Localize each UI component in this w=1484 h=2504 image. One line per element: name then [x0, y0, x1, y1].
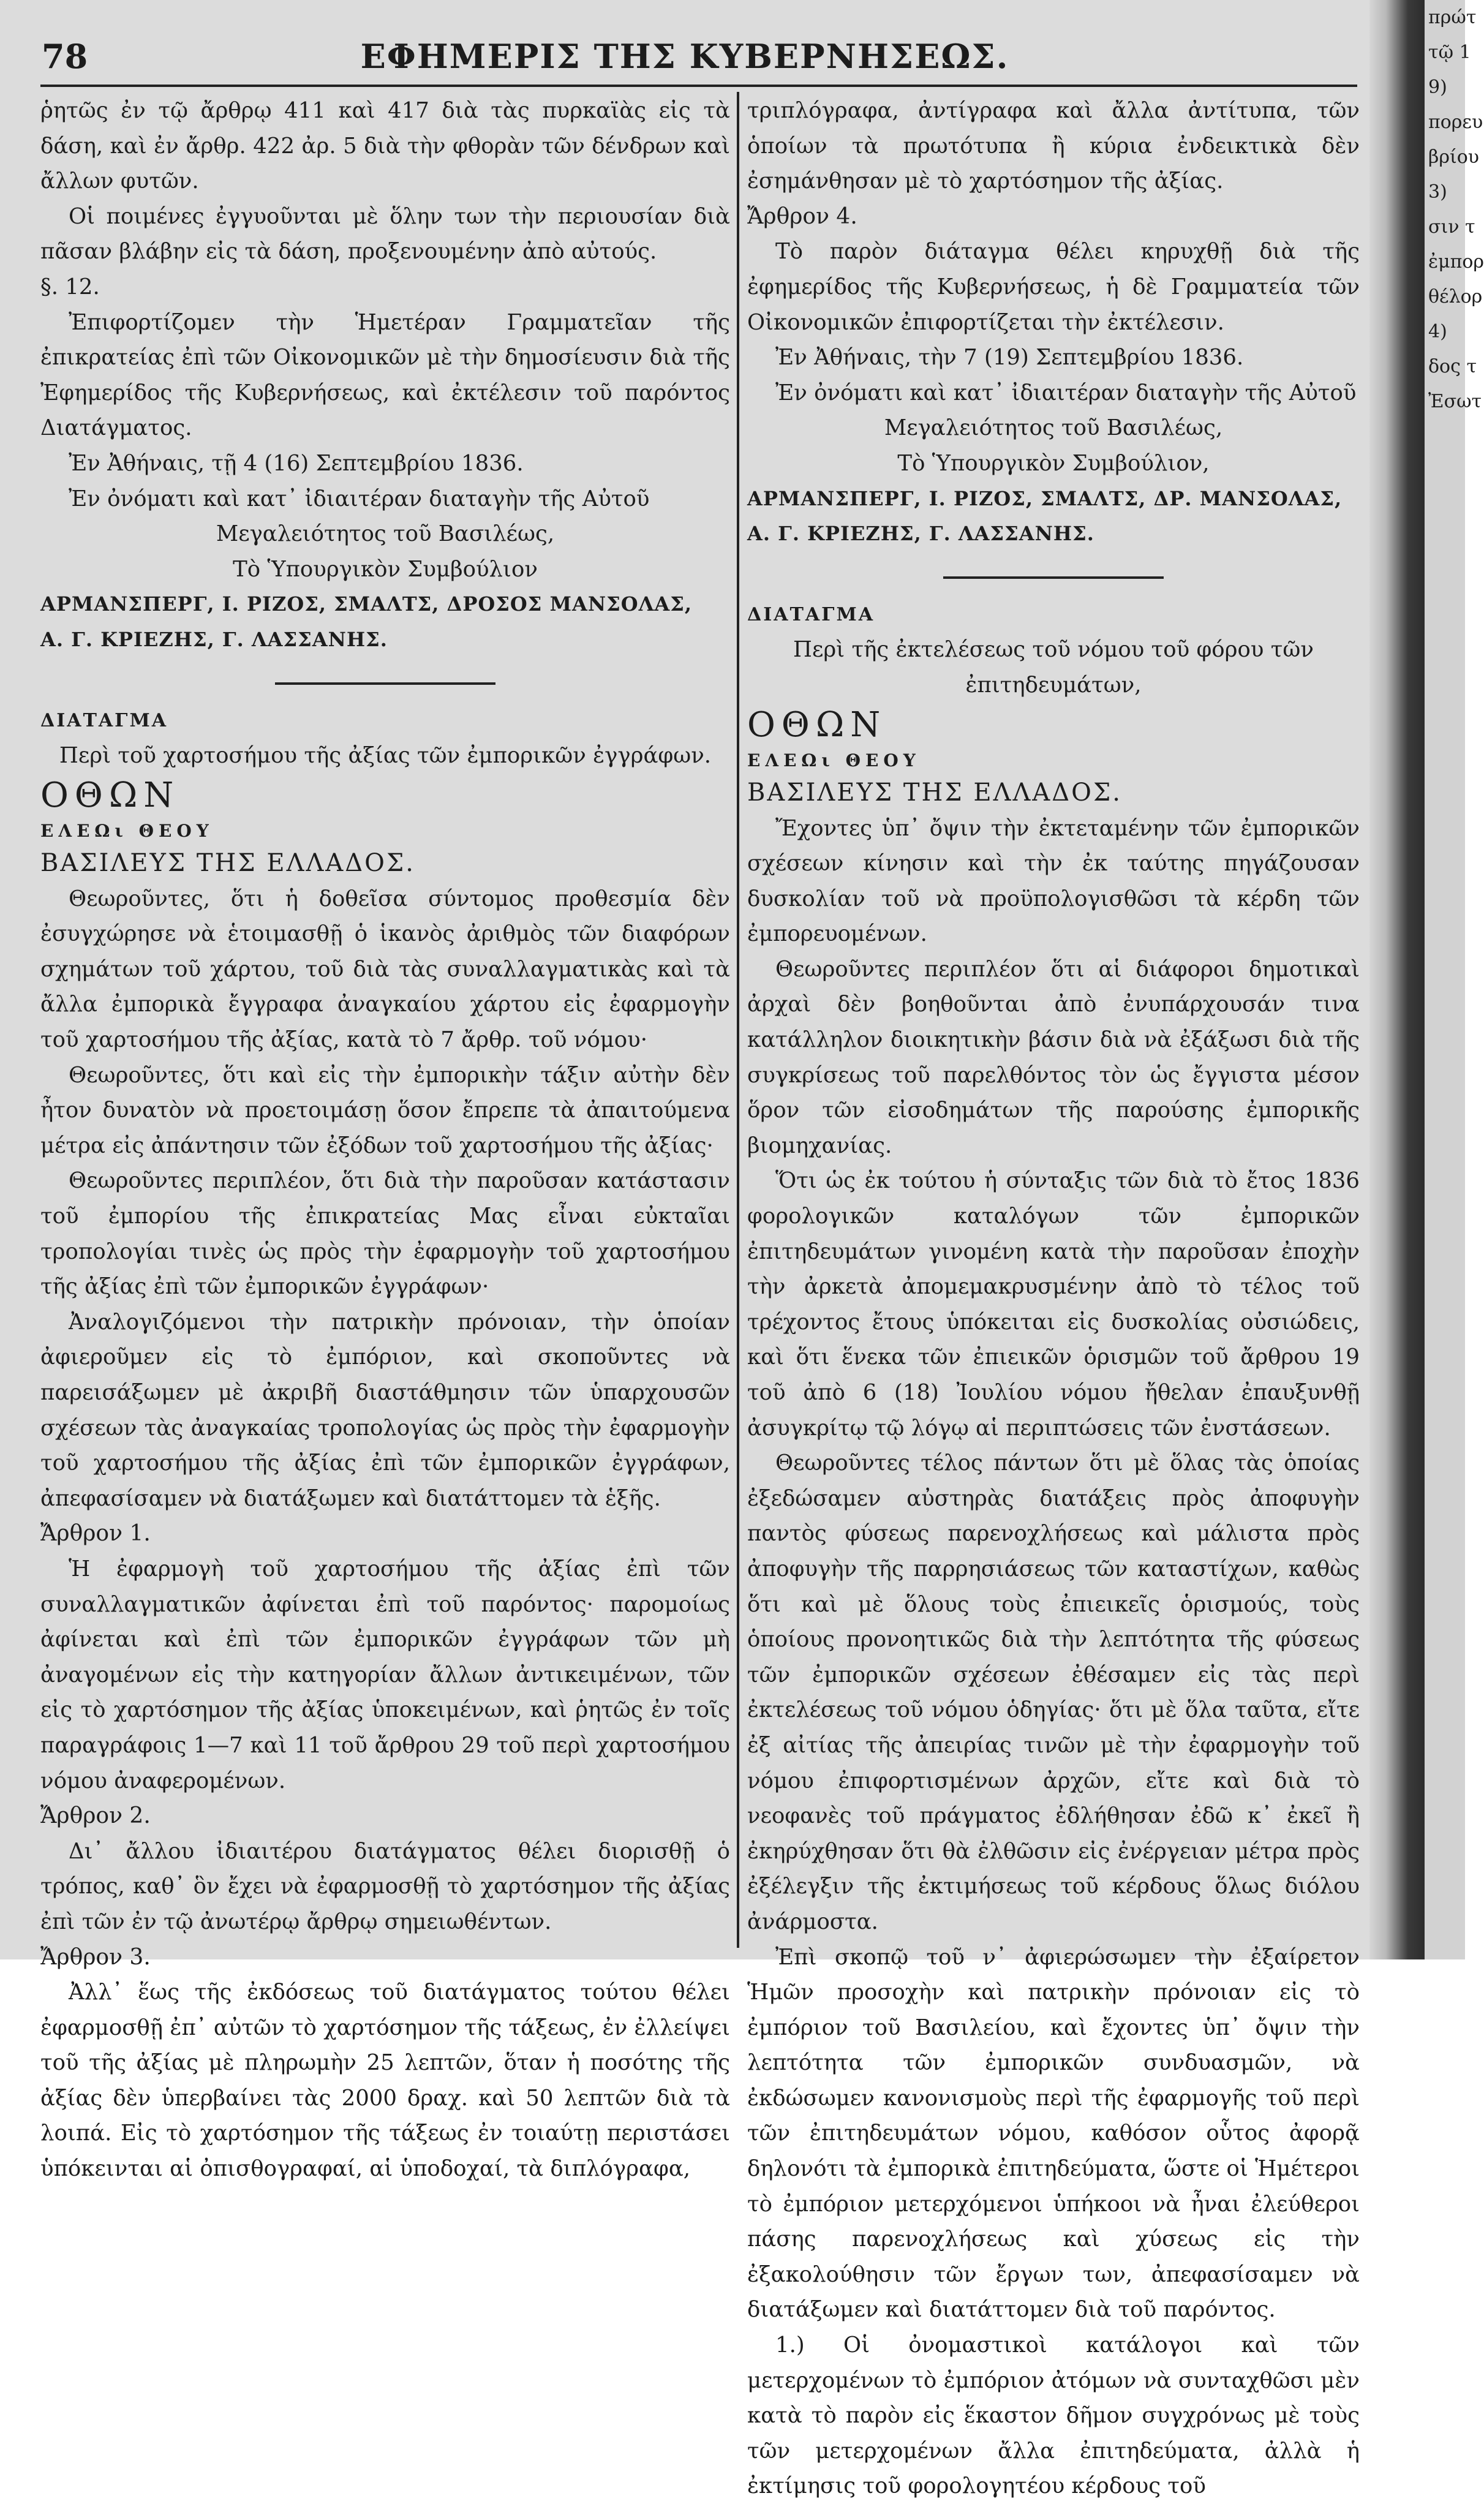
- next-page-fragment: δος τ: [1428, 356, 1477, 377]
- article-heading: Ἄρθρον 3.: [40, 1944, 151, 1970]
- paragraph: Θεωροῦντες, ὅτι καὶ εἰς τὴν ἐμπορικὴν τάξιν αὐτὴν δὲν ἦτον δυνατὸν νὰ προετοιμάσῃ ὅσον ἔπρεπε τὰ ἀπαιτούμενα μέτρα εἰς ἀπάντησιν τῶν ἐξόδων τοῦ χαρτοσήμου τῆς ἀξίας·: [40, 1062, 730, 1158]
- royal-title: ΒΑΣΙΛΕΥΣ ΤΗΣ ΕΛΛΑΔΟΣ.: [747, 778, 1122, 807]
- paragraph: Ἐπὶ σκοπῷ τοῦ ν᾽ ἀφιερώσωμεν τὴν ἐξαίρετον Ἡμῶν προσοχὴν καὶ πατρικὴν πρόνοιαν εἰς τὸ ἐμπόριον τοῦ Βασιλείου, καὶ ἔχοντες ὑπ᾽ ὄψιν τὴν λεπτότητα τῶν ἐμπορικῶν συνδυασμῶν, νὰ ἐκδώσωμεν κανονισμοὺς περὶ τῆς ἐφαρμογῆς τοῦ περὶ τῶν ἐπιτηδευμάτων νόμου, καθόσον οὗτος ἀφορᾷ δηλονότι τὰ ἐμπορικὰ ἐπιτηδεύματα, ὥστε οἱ Ἡμέτεροι τὸ ἐμπόριον μετερχόμενοι ὑπήκοοι νὰ ἦναι ἐλεύθεροι πάσης παρενοχλήσεως καὶ χύσεως εἰς τὴν ἐξακολούθησιν τῶν ἔργων των, ἀπεφασίσαμεν νὰ διατάξωμεν καὶ διατάττομεν διὰ τοῦ παρόντος.: [747, 1944, 1360, 2323]
- next-page-edge: [1425, 0, 1484, 1959]
- book-gutter: [1369, 0, 1425, 1959]
- signatories: Α. Γ. ΚΡΙΕΖΗΣ, Γ. ΛΑΣΣΑΝΗΣ.: [747, 522, 1094, 546]
- masthead: ΕΦΗΜΕΡΙΣ ΤΗΣ ΚΥΒΕΡΝΗΣΕΩΣ.: [360, 37, 1009, 76]
- right-column: [747, 93, 1360, 2499]
- date-line: Ἐν Ἀθήναις, τὴν 7 (19) Σεπτεμβρίου 1836.: [775, 345, 1244, 371]
- separator-rule: [275, 682, 495, 685]
- next-page-fragment: πρώτ: [1428, 7, 1477, 28]
- signatories: ΑΡΜΑΝΣΠΕΡΓ, Ι. ΡΙΖΟΣ, ΣΜΑΛΤΣ, ΔΡΟΣΟΣ ΜΑΝΣΟΛΑΣ,: [40, 592, 692, 616]
- next-page-fragment: Ἐσωτ: [1428, 391, 1482, 412]
- left-column: [40, 93, 730, 2182]
- date-line: Ἐν Ἀθήναις, τῇ 4 (16) Σεπτεμβρίου 1836.: [69, 450, 524, 476]
- authority-line: Ἐν ὀνόματι καὶ κατ᾽ ἰδιαιτέραν διαταγὴν τῆς Αὐτοῦ: [69, 486, 650, 511]
- article-heading: Ἄρθρον 4.: [747, 203, 857, 229]
- paragraph: Ἡ ἐφαρμογὴ τοῦ χαρτοσήμου τῆς ἀξίας ἐπὶ τῶν συναλλαγματικῶν ἀφίνεται ἐπὶ τοῦ παρόντος· παρομοίως ἀφίνεται καὶ ἐπὶ τῶν ἐμπορικῶν ἐγγράφων τῶν μὴ ἀναγομένων εἰς τὴν κατηγορίαν ἄλλων ἀντικειμένων, τῶν εἰς τὸ χαρτόσημον τῆς ἀξίας ὑποκειμένων, καὶ ῥητῶς ἐν τοῖς παραγράφοις 1—7 καὶ 11 τοῦ ἄρθρου 29 τοῦ περὶ χαρτοσήμου νόμου ἀναφερομένων.: [40, 1556, 730, 1793]
- paragraph: 1.) Οἱ ὀνομαστικοὶ κατάλογοι καὶ τῶν μετερχομένων τὸ ἐμπόριον ἀτόμων νὰ συνταχθῶσι μὲν κατὰ τὸ παρὸν εἰς ἕκαστον δῆμον συγχρόνως μὲ τοὺς τῶν μετερχομένων ἄλλα ἐπιτηδεύματα, ἀλλὰ ἡ ἐκτίμησις τοῦ φορολογητέου κέρδους τοῦ: [747, 2332, 1360, 2499]
- separator-rule: [943, 576, 1164, 579]
- section-heading: §. 12.: [40, 274, 100, 300]
- authority-line: Μεγαλειότητος τοῦ Βασιλέως,: [884, 415, 1223, 441]
- king-name: ΟΘΩΝ: [747, 704, 887, 745]
- paragraph: Θεωροῦντες περιπλέον ὅτι αἱ διάφοροι δημοτικαὶ ἀρχαὶ δὲν βοηθοῦνται ἀπὸ ἐνυπάρχουσάν τινα κατάλληλον διοικητικὴν βάσιν διὰ νὰ ἐξάξωσι διὰ τῆς συγκρίσεως τοῦ παρελθόντος τὸν ὡς ἔγγιστα μέσον ὅρον τῶν εἰσοδημάτων τῆς παρούσης ἐμπορικῆς βιομηχανίας.: [747, 956, 1360, 1158]
- paragraph: Οἱ ποιμένες ἐγγυοῦνται μὲ ὅλην των τὴν περιουσίαν διὰ πᾶσαν βλάβην εἰς τὰ δάση, προξενουμένην ἀπὸ αὐτούς.: [40, 203, 730, 265]
- next-page-fragment: 3): [1428, 181, 1447, 203]
- paragraph: Τὸ παρὸν διάταγμα θέλει κηρυχθῇ διὰ τῆς ἐφημερίδος τῆς Κυβερνήσεως, ἡ δὲ Γραμματεία τῶν Οἰκονομικῶν ἐπιφορτίζεται τὴν ἐκτέλεσιν.: [747, 239, 1360, 335]
- next-page-fragment: σιν τ: [1428, 216, 1475, 238]
- next-page-fragment: 4): [1428, 321, 1447, 342]
- king-name: ΟΘΩΝ: [40, 775, 180, 815]
- next-page-fragment: βρίου: [1428, 146, 1480, 168]
- header-rule: [40, 85, 1357, 87]
- page-number: 78: [42, 37, 88, 76]
- paragraph: Δι᾽ ἄλλου ἰδιαιτέρου διατάγματος θέλει διορισθῇ ὁ τρόπος, καθ᾽ ὃν ἔχει νὰ ἐφαρμοσθῇ τὸ χαρτόσημον τῆς ἀξίας ἐπὶ τῶν ἐν τῷ ἀνωτέρῳ ἄρθρῳ σημειωθέντων.: [40, 1838, 730, 1934]
- royal-title: ΒΑΣΙΛΕΥΣ ΤΗΣ ΕΛΛΑΔΟΣ.: [40, 848, 415, 877]
- paragraph: Θεωροῦντες περιπλέον, ὅτι διὰ τὴν παροῦσαν κατάστασιν τοῦ ἐμπορίου τῆς ἐπικρατείας Μας εἶναι εὐκταῖαι τροπολογίαι τινὲς ὡς πρὸς τὴν ἐφαρμογὴν τοῦ χαρτοσήμου τῆς ἀξίας ἐπὶ τῶν ἐμπορικῶν ἐγγράφων·: [40, 1168, 730, 1300]
- grace-line: ΕΛΕΩι ΘΕΟΥ: [40, 820, 214, 841]
- council-line: Τὸ Ὑπουργικὸν Συμβούλιον: [233, 556, 538, 582]
- paragraph: τριπλόγραφα, ἀντίγραφα καὶ ἄλλα ἀντίτυπα, τῶν ὁποίων τὰ πρωτότυπα ἢ κύρια ἐνδεικτικὰ δὲν ἐσημάνθησαν μὲ τὸ χαρτόσημον τῆς ἀξίας.: [747, 98, 1360, 194]
- decree-subject: Περὶ τοῦ χαρτοσήμου τῆς ἀξίας τῶν ἐμπορικῶν ἐγγράφων.: [59, 743, 712, 769]
- signatories: ΑΡΜΑΝΣΠΕΡΓ, Ι. ΡΙΖΟΣ, ΣΜΑΛΤΣ, ΔΡ. ΜΑΝΣΟΛΑΣ,: [747, 486, 1343, 510]
- paragraph: Θεωροῦντες, ὅτι ἡ δοθεῖσα σύντομος προθεσμία δὲν ἐσυγχώρησε νὰ ἑτοιμασθῇ ὁ ἱκανὸς ἀριθμὸς τῶν διαφόρων σχημάτων τοῦ χάρτου, τοῦ διὰ τὰς συναλλαγματικὰς καὶ τὰ ἄλλα ἐμπορικὰ ἔγγραφα ἀναγκαίου χάρτου εἰς ἐφαρμογὴν τοῦ χαρτοσήμου τῆς ἀξίας, κατὰ τὸ 7 ἄρθρ. τοῦ νόμου·: [40, 886, 730, 1053]
- article-heading: Ἄρθρον 2.: [40, 1803, 151, 1829]
- paragraph: ῥητῶς ἐν τῷ ἄρθρῳ 411 καὶ 417 διὰ τὰς πυρκαϊὰς εἰς τὰ δάση, καὶ ἐν ἄρθρ. 422 ἀρ. 5 διὰ τὴν φθορὰν τῶν δένδρων καὶ ἄλλων φυτῶν.: [40, 98, 730, 194]
- grace-line: ΕΛΕΩι ΘΕΟΥ: [747, 750, 921, 771]
- paragraph: Ἀναλογιζόμενοι τὴν πατρικὴν πρόνοιαν, τὴν ὁποίαν ἀφιεροῦμεν εἰς τὸ ἐμπόριον, καὶ σκοποῦντες νὰ παρεισάξωμεν μὲ ἀκριβῆ διαστάθμησιν τῶν ὑπαρχουσῶν σχέσεων τὰς ἀναγκαίας τροπολογίας ὡς πρὸς τὴν ἐφαρμογὴν τοῦ χαρτοσήμου τῆς ἀξίας ἐπὶ τῶν ἐμπορικῶν ἐγγράφων, ἀπεφασίσαμεν νὰ διατάξωμεν καὶ διατάττομεν τὰ ἑξῆς.: [40, 1309, 730, 1511]
- column-rule: [737, 92, 739, 1948]
- signatories: Α. Γ. ΚΡΙΕΖΗΣ, Γ. ΛΑΣΣΑΝΗΣ.: [40, 627, 388, 651]
- next-page-fragment: 9): [1428, 77, 1447, 98]
- paragraph: Ὅτι ὡς ἐκ τούτου ἡ σύνταξις τῶν διὰ τὸ ἔτος 1836 φορολογικῶν καταλόγων τῶν ἐμπορικῶν ἐπιτηδευμάτων γινομένη κατὰ τὴν παροῦσαν ἐποχὴν τὴν ἀρκετὰ ἀπομεμακρυσμένην ἀπὸ τὸ τέλος τοῦ τρέχοντος ἔτους ὑπόκειται εἰς δυσκολίας οὐσιώδεις, καὶ ὅτι ἕνεκα τῶν ἐπιεικῶν ὁρισμῶν τοῦ ἄρθρου 19 τοῦ ἀπὸ 6 (18) Ἰουλίου νόμου ἤθελαν ἐπαυξυνθῇ ἀσυγκρίτῳ τῷ λόγῳ αἱ περιπτώσεις τῶν ἐνστάσεων.: [747, 1168, 1360, 1441]
- paragraph: Ἀλλ᾽ ἕως τῆς ἐκδόσεως τοῦ διατάγματος τούτου θέλει ἐφαρμοσθῇ ἐπ᾽ αὐτῶν τὸ χαρτόσημον τῆς τάξεως, ἐν ἐλλείψει τοῦ τῆς ἀξίας μὲ πληρωμὴν 25 λεπτῶν, ὅταν ἡ ποσότης τῆς ἀξίας δὲν ὑπερβαίνει τὰς 2000 δραχ. καὶ 50 λεπτῶν διὰ τὰ λοιπά. Εἰς τὸ χαρτόσημον τῆς τάξεως ἐν τοιαύτῃ περιστάσει ὑπόκεινται αἱ ὀπισθογραφαί, αἱ ὑποδοχαί, τὰ διπλόγραφα,: [40, 1980, 730, 2182]
- council-line: Τὸ Ὑπουργικὸν Συμβούλιον,: [897, 450, 1210, 476]
- next-page-fragment: τῷ 1: [1428, 42, 1471, 63]
- decree-subject: Περὶ τῆς ἐκτελέσεως τοῦ νόμου τοῦ φόρου τῶν ἐπιτηδευμάτων,: [793, 637, 1314, 698]
- next-page-fragment: θέλορ: [1428, 286, 1483, 307]
- authority-line: Μεγαλειότητος τοῦ Βασιλέως,: [216, 521, 555, 547]
- paragraph: Ἐπιφορτίζομεν τὴν Ἡμετέραν Γραμματεῖαν τῆς ἐπικρατείας ἐπὶ τῶν Οἰκονομικῶν μὲ τὴν δημοσίευσιν διὰ τῆς Ἐφημερίδος τῆς Κυβερνήσεως, καὶ ἐκτέλεσιν τοῦ παρόντος Διατάγματος.: [40, 309, 730, 441]
- next-page-fragment: πορευ: [1428, 111, 1483, 133]
- next-page-fragment: ἐμπορ: [1428, 251, 1484, 273]
- paragraph: Ἔχοντες ὑπ᾽ ὄψιν τὴν ἐκτεταμένην τῶν ἐμπορικῶν σχέσεων κίνησιν καὶ τὴν ἐκ ταύτης πηγάζουσαν δυσκολίαν τοῦ νὰ προϋπολογισθῶσι τὰ κέρδη τῶν ἐμπορευομένων.: [747, 815, 1360, 947]
- article-heading: Ἄρθρον 1.: [40, 1521, 151, 1547]
- decree-heading: ΔΙΑΤΑΓΜΑ: [40, 709, 168, 731]
- authority-line: Ἐν ὀνόματι καὶ κατ᾽ ἰδιαιτέραν διαταγὴν τῆς Αὐτοῦ: [775, 380, 1357, 405]
- paragraph: Θεωροῦντες τέλος πάντων ὅτι μὲ ὅλας τὰς ὁποίας ἐξεδώσαμεν αὐστηρὰς διατάξεις πρὸς ἀποφυγὴν παντὸς φύσεως παρενοχλήσεως καὶ μάλιστα πρὸς ἀποφυγὴν τῆς παρρησιάσεως τῶν καταστίχων, καθὼς ὅτι καὶ μὲ ὅλους τοὺς ἐπιεικεῖς ὁρισμούς, τοὺς ὁποίους προνοητικῶς διὰ τὴν λεπτότητα τῆς φύσεως τῶν ἐμπορικῶν σχέσεων ἐθέσαμεν εἰς τὰς περὶ ἐκτελέσεως τοῦ νόμου ὁδηγίας· ὅτι μὲ ὅλα ταῦτα, εἴτε ἐξ αἰτίας τῆς ἀπειρίας τινῶν μὲ τὴν ἐφαρμογὴν τοῦ νόμου ἐπιφορτισμένων ἀρχῶν, εἴτε καὶ διὰ τὸ νεοφανὲς τοῦ πράγματος ἐδλήθησαν ἐδῶ κ᾽ ἐκεῖ ἢ ἐκηρύχθησαν ὅτι θὰ ἐλθῶσιν εἰς ἐνέργειαν μέτρα πρὸς ἐξέλεγξιν τῆς ἐκτιμήσεως τοῦ κέρδους ὅλως διόλου ἀνάρμοστα.: [747, 1450, 1360, 1934]
- decree-heading: ΔΙΑΤΑΓΜΑ: [747, 603, 875, 625]
